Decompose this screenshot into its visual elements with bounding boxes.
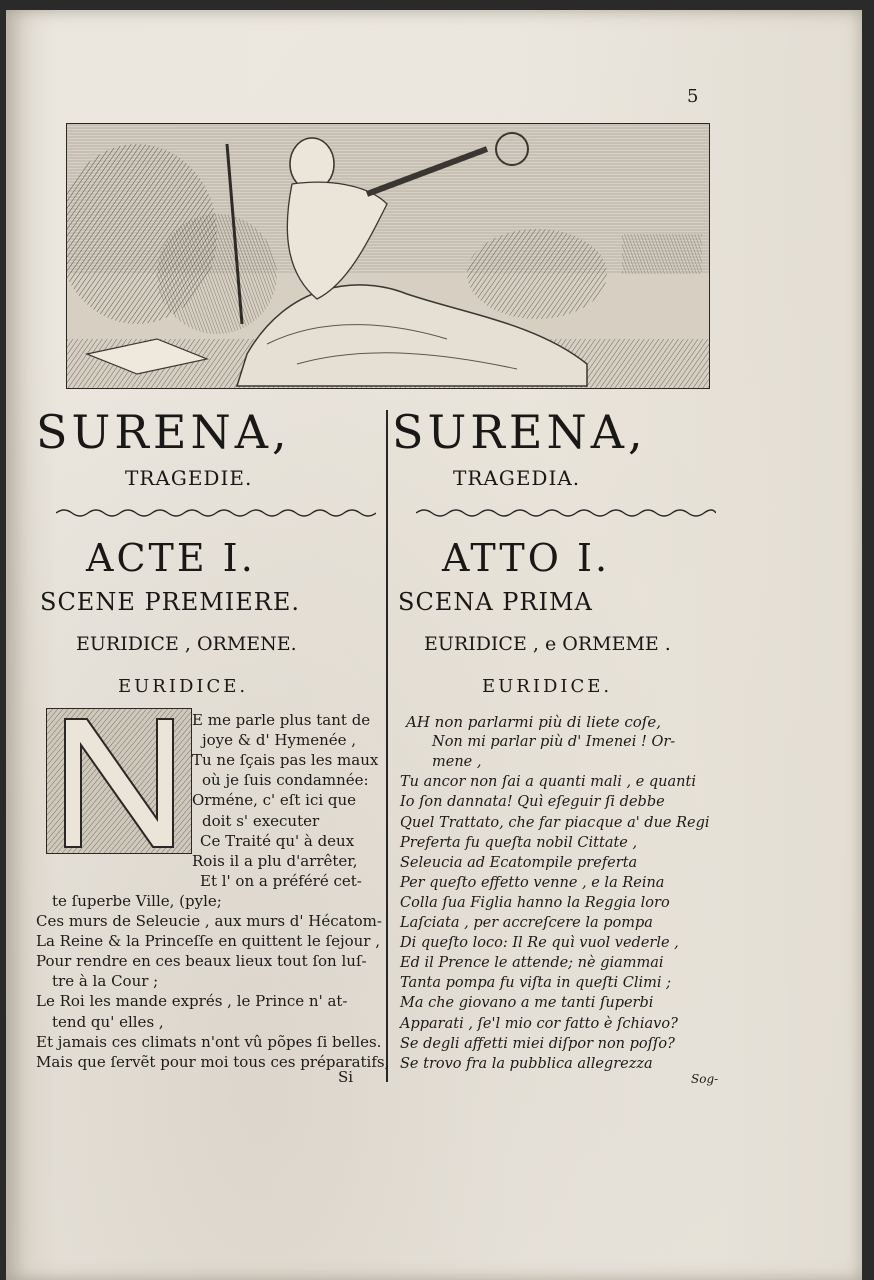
french-line: Pour rendre en ces beaux lieux tout ſon luſ- [36,952,367,971]
french-line: te ſuperbe Ville, (pyle; [52,891,222,910]
italian-cast-list: EURIDICE , e ORMEME . [424,633,671,655]
french-line: Mais que ſervẽt pour moi tous ces préparatifs, [36,1052,390,1071]
french-line: Le Roi les mande exprés , le Prince n' at- [36,992,348,1011]
italian-line: Ma che giovano a me tanti ſuperbi [400,995,654,1012]
french-catchword: Si [338,1068,354,1086]
italian-scene-heading: SCENA PRIMA [398,588,593,616]
italian-act-heading: ATTO I. [442,536,611,580]
french-ornament-rule [56,507,376,519]
french-line: joye & d' Hymenée , [202,731,357,750]
italian-line: Tanta pompa fu viſta in queſti Climi ; [400,975,671,992]
french-cast-list: EURIDICE , ORMENE. [76,633,297,655]
italian-speaker: EURIDICE. [482,676,613,697]
italian-line: Se degli affetti miei diſpor non poſſo? [400,1035,675,1052]
italian-line: Per queſto effetto venne , e la Reina [400,874,665,891]
french-subtitle: TRAGEDIE. [125,466,253,490]
italian-line: Laſciata , per accreſcere la pompa [400,915,653,931]
french-line: où je ſuis condamnée: [202,771,369,790]
french-line: Et jamais ces climats n'ont vû põpes ſi belles. [36,1032,382,1051]
italian-line: Non mi parlar più d' Imenei ! Or- [432,734,676,751]
italian-line: Apparati , ſe'l mio cor fatto è ſchiavo? [400,1015,678,1032]
french-title: SURENA, [36,405,291,459]
italian-line: Ed il Prence le attende; nè giammai [400,955,664,972]
italian-line: Colla ſua Figlia hanno la Reggia loro [400,894,670,911]
french-line: La Reine & la Princeſſe en quittent le ſejour , [36,932,380,951]
french-line: Tu ne ſçais pas les maux [192,751,379,770]
italian-line: Se trovo fra la pubblica allegrezza [400,1055,653,1072]
italian-title: SURENA, [392,405,647,459]
french-line: Ces murs de Seleucie , aux murs d' Hécatom- [36,912,382,930]
italian-catchword: Sog- [691,1072,719,1086]
italian-line: mene , [432,754,482,771]
italian-line: Io ſon dannata! Quì eſeguir ſi debbe [400,794,665,811]
french-line: Rois il a plu d'arrêter, [192,851,358,870]
french-line: tend qu' elles , [52,1012,164,1031]
page-number: 5 [687,86,699,107]
decorated-initial-n [46,708,192,854]
italian-line: Tu ancor non ſai a quanti mali , e quanti [400,774,696,791]
engraved-headpiece-illustration [66,123,710,389]
french-act-heading: ACTE I. [86,536,256,580]
french-line: Ce Traité qu' à deux [200,831,355,850]
book-page [6,10,862,1280]
italian-line: Di queſto loco: Il Re quì vuol vederle , [400,935,679,952]
french-speaker: EURIDICE. [118,676,249,697]
french-line: Et l' on a préféré cet- [200,871,362,890]
italian-line: Seleucia ad Ecatompile preferta [400,854,638,871]
french-line: E me parle plus tant de [192,711,371,729]
italian-subtitle: TRAGEDIA. [453,466,581,490]
italian-line: Quel Trattato, che far piacque a' due Regi [400,814,710,831]
french-line: doit s' executer [202,811,320,830]
french-line: Orméne, c' eſt ici que [192,791,357,810]
italian-line: AH non parlarmi più di liete coſe, [406,713,661,731]
column-divider [386,410,388,1082]
italian-ornament-rule [416,507,716,519]
italian-line: Preferta fu queſta nobil Cittate , [400,834,638,851]
french-scene-heading: SCENE PREMIERE. [40,588,301,616]
french-line: tre à la Cour ; [52,972,159,991]
